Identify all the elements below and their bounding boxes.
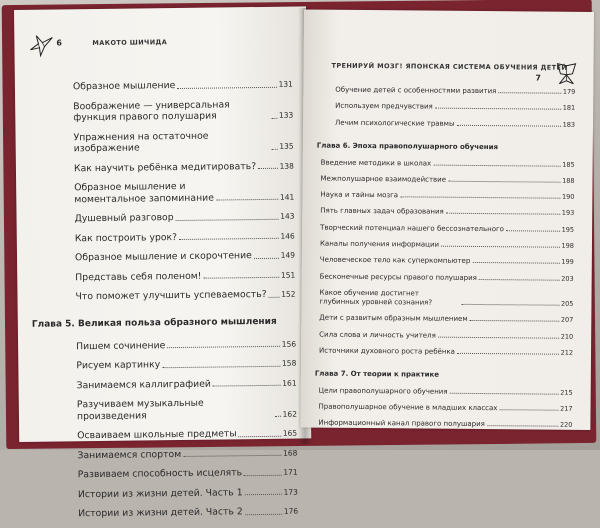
table-of-contents (31, 79, 299, 528)
toc-entry[interactable]: Рисуем картинку 158 (76, 358, 297, 372)
toc-entry[interactable]: Каналы получения информации 198 (319, 239, 574, 250)
toc-entry[interactable]: Разучиваем музыкальные произведения 162 (76, 397, 298, 422)
chapter-heading[interactable]: Глава 7. От теории к практике (314, 369, 440, 379)
chapter-heading[interactable]: Глава 5. Великая польза образного мышления (31, 316, 277, 330)
toc-entry[interactable]: Лечим психологические травмы 183 (334, 118, 576, 129)
toc-entry[interactable]: Истории из жизни детей. Часть 2 176 (78, 506, 299, 520)
toc-entry[interactable]: Образное мышление и моментальное запоминание 141 (74, 180, 295, 205)
toc-entry[interactable]: Занимаемся каллиграфией 161 (76, 378, 297, 391)
right-page (300, 9, 594, 430)
toc-entry[interactable]: Что поможет улучшить успеваемость? 152 (75, 288, 296, 303)
toc-entry[interactable]: Правополушарное обучение в младших классах 217 (318, 402, 573, 413)
toc-entry[interactable]: Творческий потенциал нашего бессознательного 195 (320, 223, 575, 234)
left-page (14, 6, 311, 520)
toc-entry[interactable]: Как научить ребёнка медитировать? 138 (73, 160, 294, 174)
toc-entry[interactable]: Бесконечные ресурсы правого полушария 203 (319, 272, 574, 283)
toc-entry[interactable]: Межполушарное взаимодействие 188 (320, 174, 575, 185)
toc-entry[interactable]: Осваиваем школьные предметы 165 (77, 428, 298, 442)
toc-entry[interactable]: Развиваем способность исцелять 171 (77, 467, 298, 481)
toc-entry[interactable]: Цели правополушарного обучения 215 (318, 386, 573, 397)
toc-entry[interactable]: Пять главных задач образования 193 (320, 207, 575, 218)
page-number: 6 (56, 38, 63, 48)
toc-entry[interactable]: Наука и тайны мозга 190 (320, 190, 575, 202)
toc-entry[interactable]: Пишем сочинение 156 (76, 339, 297, 352)
toc-entry[interactable]: Занимаемся спортом 168 (77, 448, 298, 461)
toc-entry[interactable]: Сила слова и личность учителя 210 (319, 330, 574, 341)
toc-entry[interactable]: Образное мышление и скорочтение 149 (74, 250, 296, 264)
toc-entry[interactable]: Воображение — универсальная функция правого полушария 133 (73, 98, 294, 124)
running-head: МАКОТО ШИЧИДА (92, 38, 168, 48)
toc-entry[interactable]: Дети с развитым образным мышлением 207 (319, 313, 574, 325)
toc-entry[interactable]: Какое обучение достигнет глубинных уровней сознания? 205 (319, 288, 574, 308)
toc-entry[interactable]: Как построить урок? 146 (74, 231, 295, 244)
toc-entry[interactable]: Человеческое тело как суперкомпьютер 199 (319, 255, 574, 267)
origami-crane-icon (28, 32, 54, 58)
toc-entry[interactable]: Образное мышление 131 (72, 79, 293, 93)
toc-entry[interactable]: Душевный разговор 143 (74, 211, 295, 225)
table-of-contents (314, 85, 576, 438)
toc-entry[interactable]: Истории из жизни детей. Часть 1 173 (77, 486, 298, 500)
toc-entry[interactable]: Используем предчувствия 181 (335, 102, 576, 113)
toc-entry[interactable]: Информационный канал правого полушария 220 (318, 419, 573, 430)
toc-entry[interactable]: Упражнения на остаточное изображение 135 (73, 130, 294, 155)
toc-entry[interactable]: Представь себя поленом! 151 (75, 270, 296, 283)
chapter-heading[interactable]: Глава 6. Эпоха правополушарного обучения (316, 141, 499, 151)
toc-entry[interactable]: Обучение детей с особенностями развития 179 (335, 85, 576, 96)
page-number: 7 (535, 73, 542, 83)
toc-entry[interactable]: Введение методики в школах 185 (320, 158, 575, 169)
origami-butterfly-icon (553, 62, 579, 88)
toc-entry[interactable]: Источники духовного роста ребёнка 212 (319, 346, 574, 357)
running-head: ТРЕНИРУЙ МОЗГ! ЯПОНСКАЯ СИСТЕМА ОБУЧЕНИЯ ДЕТЕЙ (331, 61, 568, 72)
